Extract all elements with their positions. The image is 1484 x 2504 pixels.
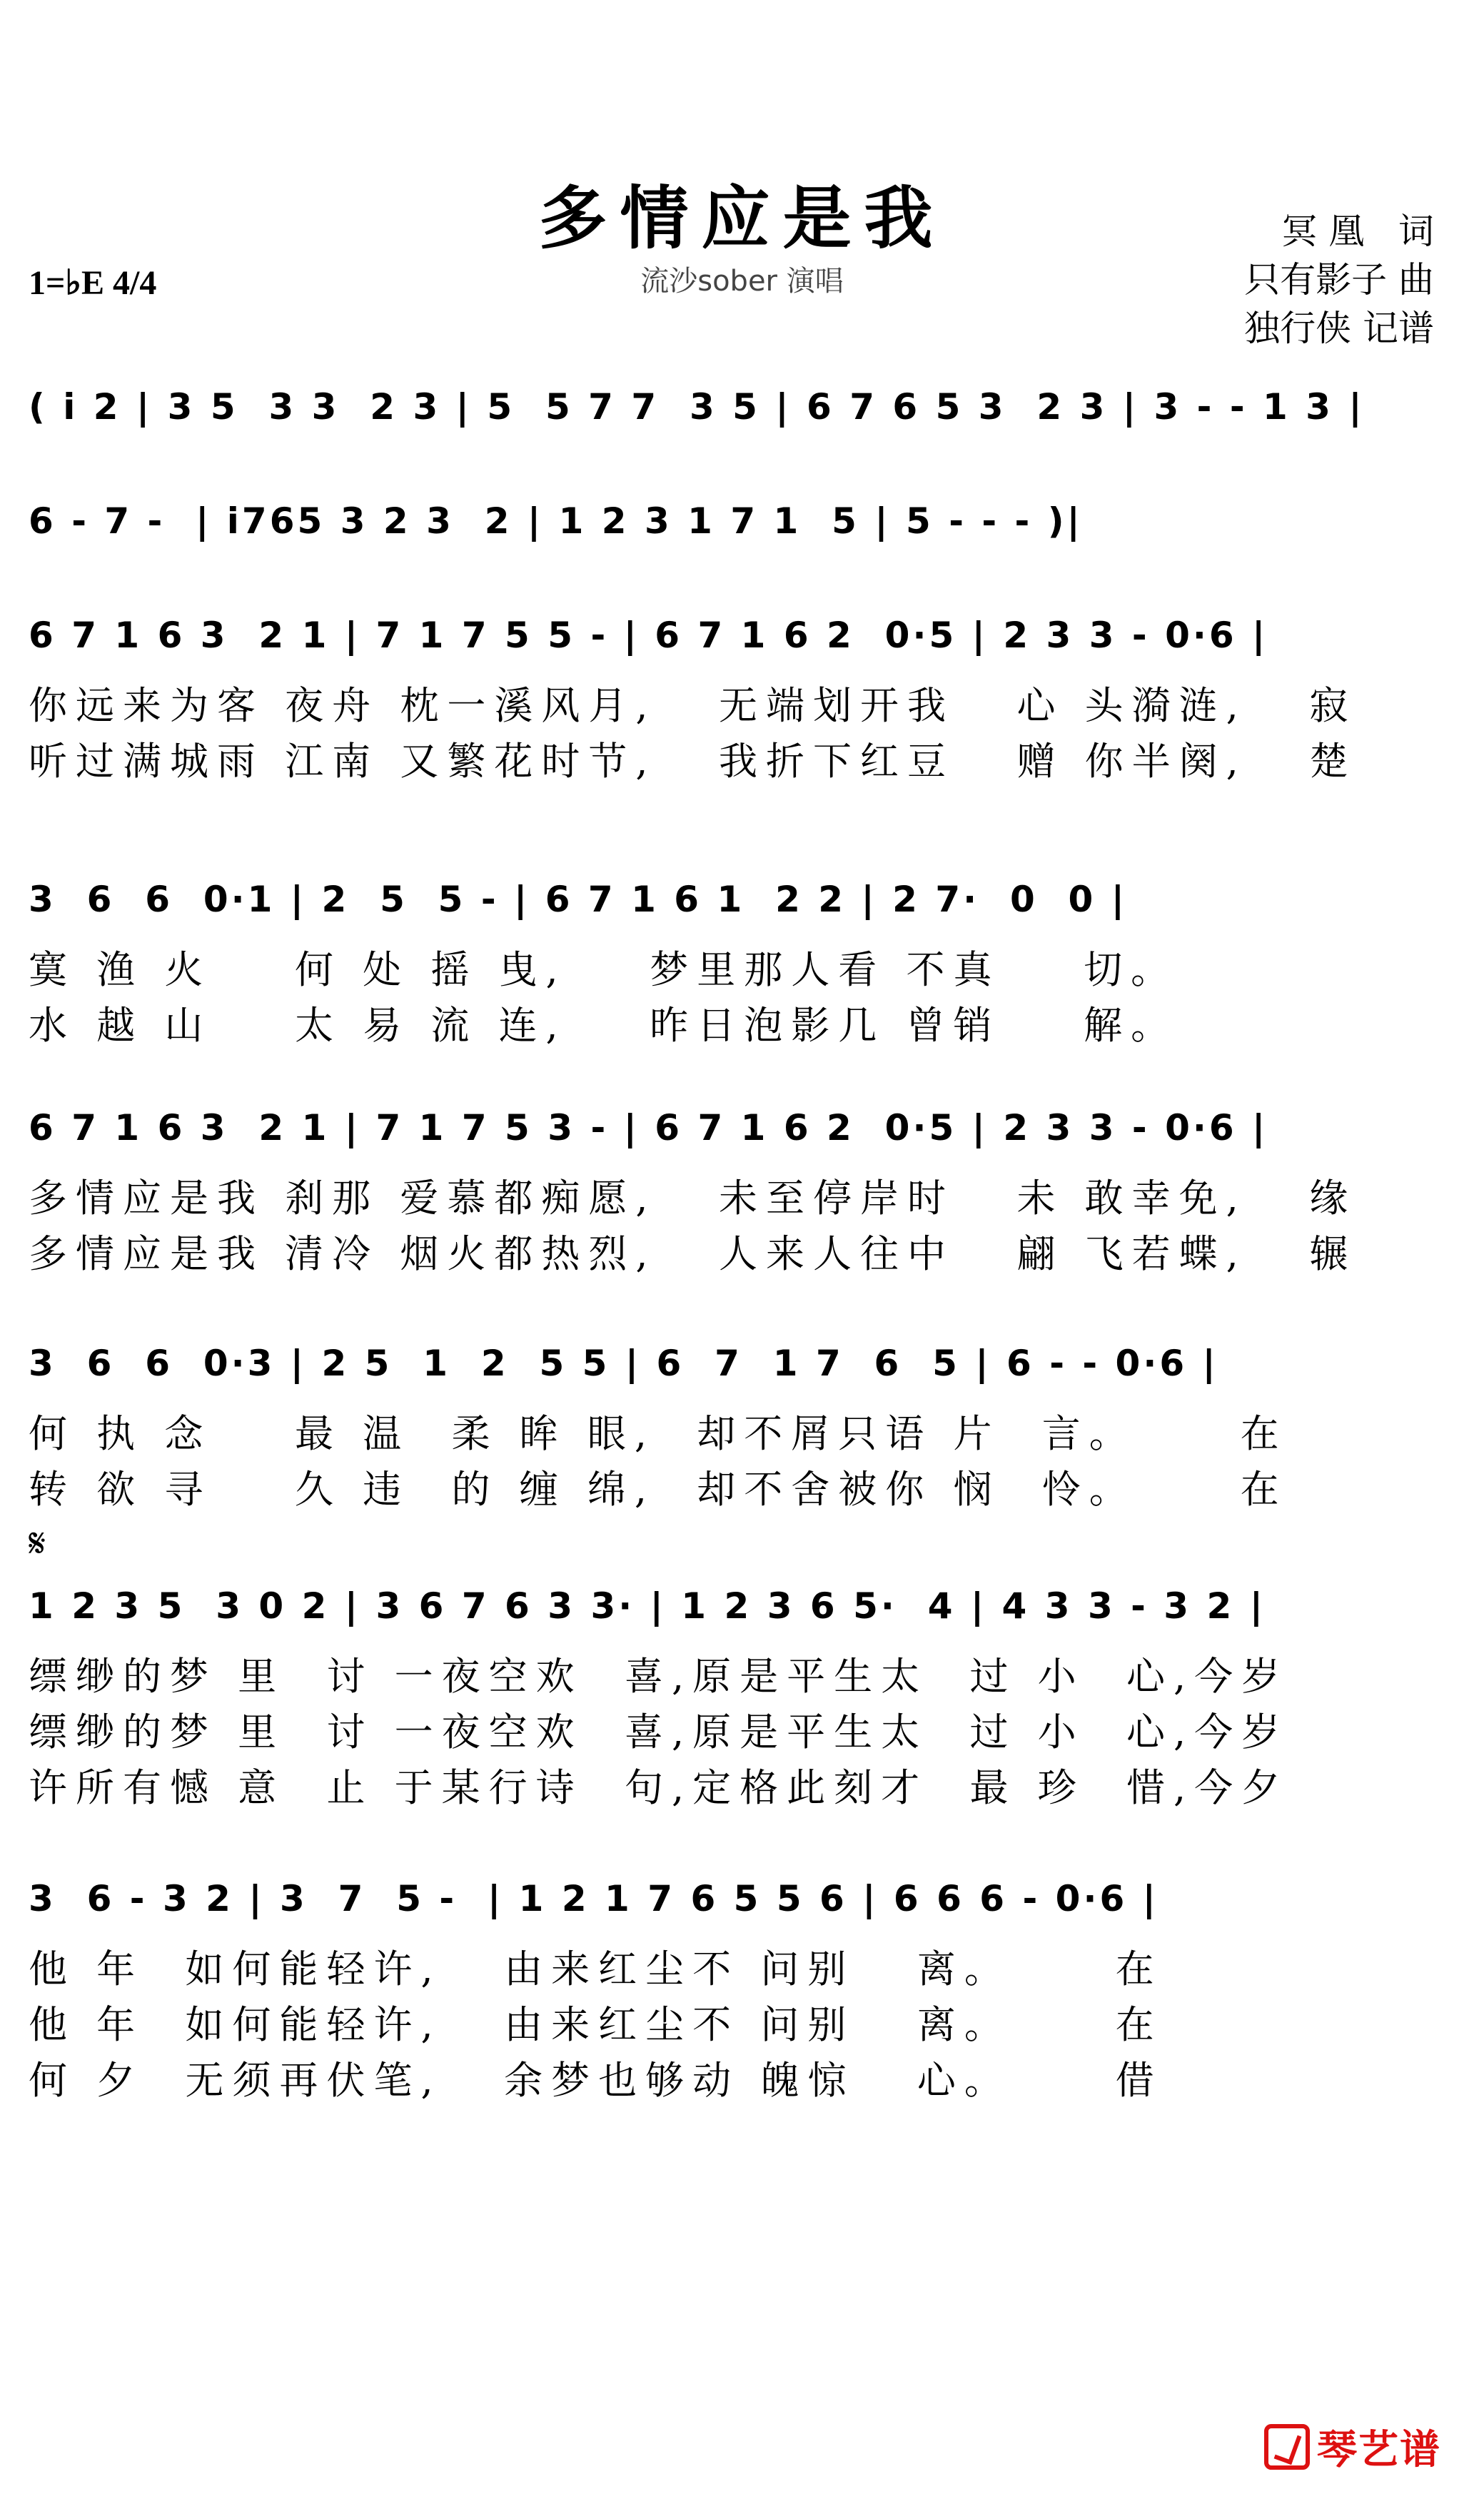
lyric-row: 缥缈的梦 里 讨 一夜空欢 喜,原是平生太 过 小 心,今岁 <box>29 1654 1289 1699</box>
logo-text: 琴艺谱 <box>1317 2427 1441 2473</box>
lyric-row: 转 欲 寻 久 违 的 缠 绵, 却不舍被你 悯 怜。 在 <box>29 1467 1288 1512</box>
composer-credit: 只有影子 曲 <box>1244 259 1434 301</box>
lyric-row: 他 年 如何能轻许, 由来红尘不 问别 离。 在 <box>29 2002 1163 2047</box>
song-title: 多情应是我 <box>538 178 946 258</box>
notation-row: 6 - 7 - | i765 3 2 3 2 | 1 2 3 1 7 1 5 | 5 - - - )| <box>29 500 1083 542</box>
key-signature: 1=♭E 4/4 <box>29 264 157 302</box>
score-line-2 <box>29 500 1449 542</box>
score-line-5 <box>29 1106 1449 1282</box>
score-line-6 <box>29 1342 1449 1518</box>
credits-block <box>1244 207 1434 353</box>
score-line-7 <box>29 1585 1449 1816</box>
notation-row: 1 2 3 5 3 0 2 | 3 6 7 6 3 3· | 1 2 3 6 5· 4 | 4 3 3 - 3 2 | <box>29 1585 1266 1627</box>
lyric-row: 水 越 山 太 易 流 连, 昨日泡影几 曾销 解。 <box>29 1003 1178 1048</box>
lyric-row: 听过满城雨 江南 又繁花时节, 我折下红豆 赠 你半阕, 楚 <box>29 739 1357 784</box>
score-line-1 <box>29 385 1449 428</box>
lyric-row: 多情应是我 刹那 爱慕都痴愿, 未至停岸时 未 敢幸免, 缘 <box>29 1176 1357 1221</box>
transcriber-credit: 独行侠 记谱 <box>1244 308 1434 349</box>
score-line-8 <box>29 1877 1449 2109</box>
lyric-row: 缥缈的梦 里 讨 一夜空欢 喜,原是平生太 过 小 心,今岁 <box>29 1710 1289 1755</box>
notation-row: ( i 2 | 3 5 3 3 2 3 | 5 5 7 7 3 5 | 6 7 6 5 3 2 3 | 3 - - 1 3 | <box>29 386 1365 428</box>
lyric-row: 寞 渔 火 何 处 摇 曳, 梦里那人看 不真 切。 <box>29 947 1178 992</box>
lyric-row: 你远来为客 夜舟 枕一溪风月, 无端划开我 心 头漪涟, 寂 <box>29 683 1357 728</box>
notation-row: 6 7 1 6 3 2 1 | 7 1 7 5 5 - | 6 7 1 6 2 0·5 | 2 3 3 - 0·6 | <box>29 615 1268 656</box>
lyric-row: 多情应是我 清冷 烟火都热烈, 人来人往中 翩 飞若蝶, 辗 <box>29 1231 1357 1276</box>
score-line-3 <box>29 614 1449 789</box>
site-logo <box>1264 2418 1441 2475</box>
singer-credit: 流沙sober 演唱 <box>640 265 844 298</box>
segno-symbol: 𝄋 <box>29 1520 46 1567</box>
logo-icon <box>1264 2424 1310 2470</box>
lyric-row: 许所有憾 意 止 于某行诗 句,定格此刻才 最 珍 惜,今夕 <box>29 1765 1289 1810</box>
lyricist-credit: 冥 凰 词 <box>1281 211 1434 252</box>
notation-row: 6 7 1 6 3 2 1 | 7 1 7 5 3 - | 6 7 1 6 2 0·5 | 2 3 3 - 0·6 | <box>29 1107 1268 1148</box>
notation-row: 3 6 6 0·1 | 2 5 5 - | 6 7 1 6 1 2 2 | 2 7· 0 0 | <box>29 879 1128 920</box>
lyric-row: 何 夕 无须再伏笔, 余梦也够动 魄惊 心。 借 <box>29 2058 1163 2103</box>
notation-row: 3 6 - 3 2 | 3 7 5 - | 1 2 1 7 6 5 5 6 | 6 6 6 - 0·6 | <box>29 1878 1159 1919</box>
lyric-row: 他 年 如何能轻许, 由来红尘不 问别 离。 在 <box>29 1947 1163 1991</box>
notation-row: 3 6 6 0·3 | 2 5 1 2 5 5 | 6 7 1 7 6 5 | 6 - - 0·6 | <box>29 1343 1218 1384</box>
lyric-row: 何 执 念 最 温 柔 眸 眼, 却不屑只语 片 言。 在 <box>29 1411 1288 1456</box>
score-line-4 <box>29 878 1449 1054</box>
